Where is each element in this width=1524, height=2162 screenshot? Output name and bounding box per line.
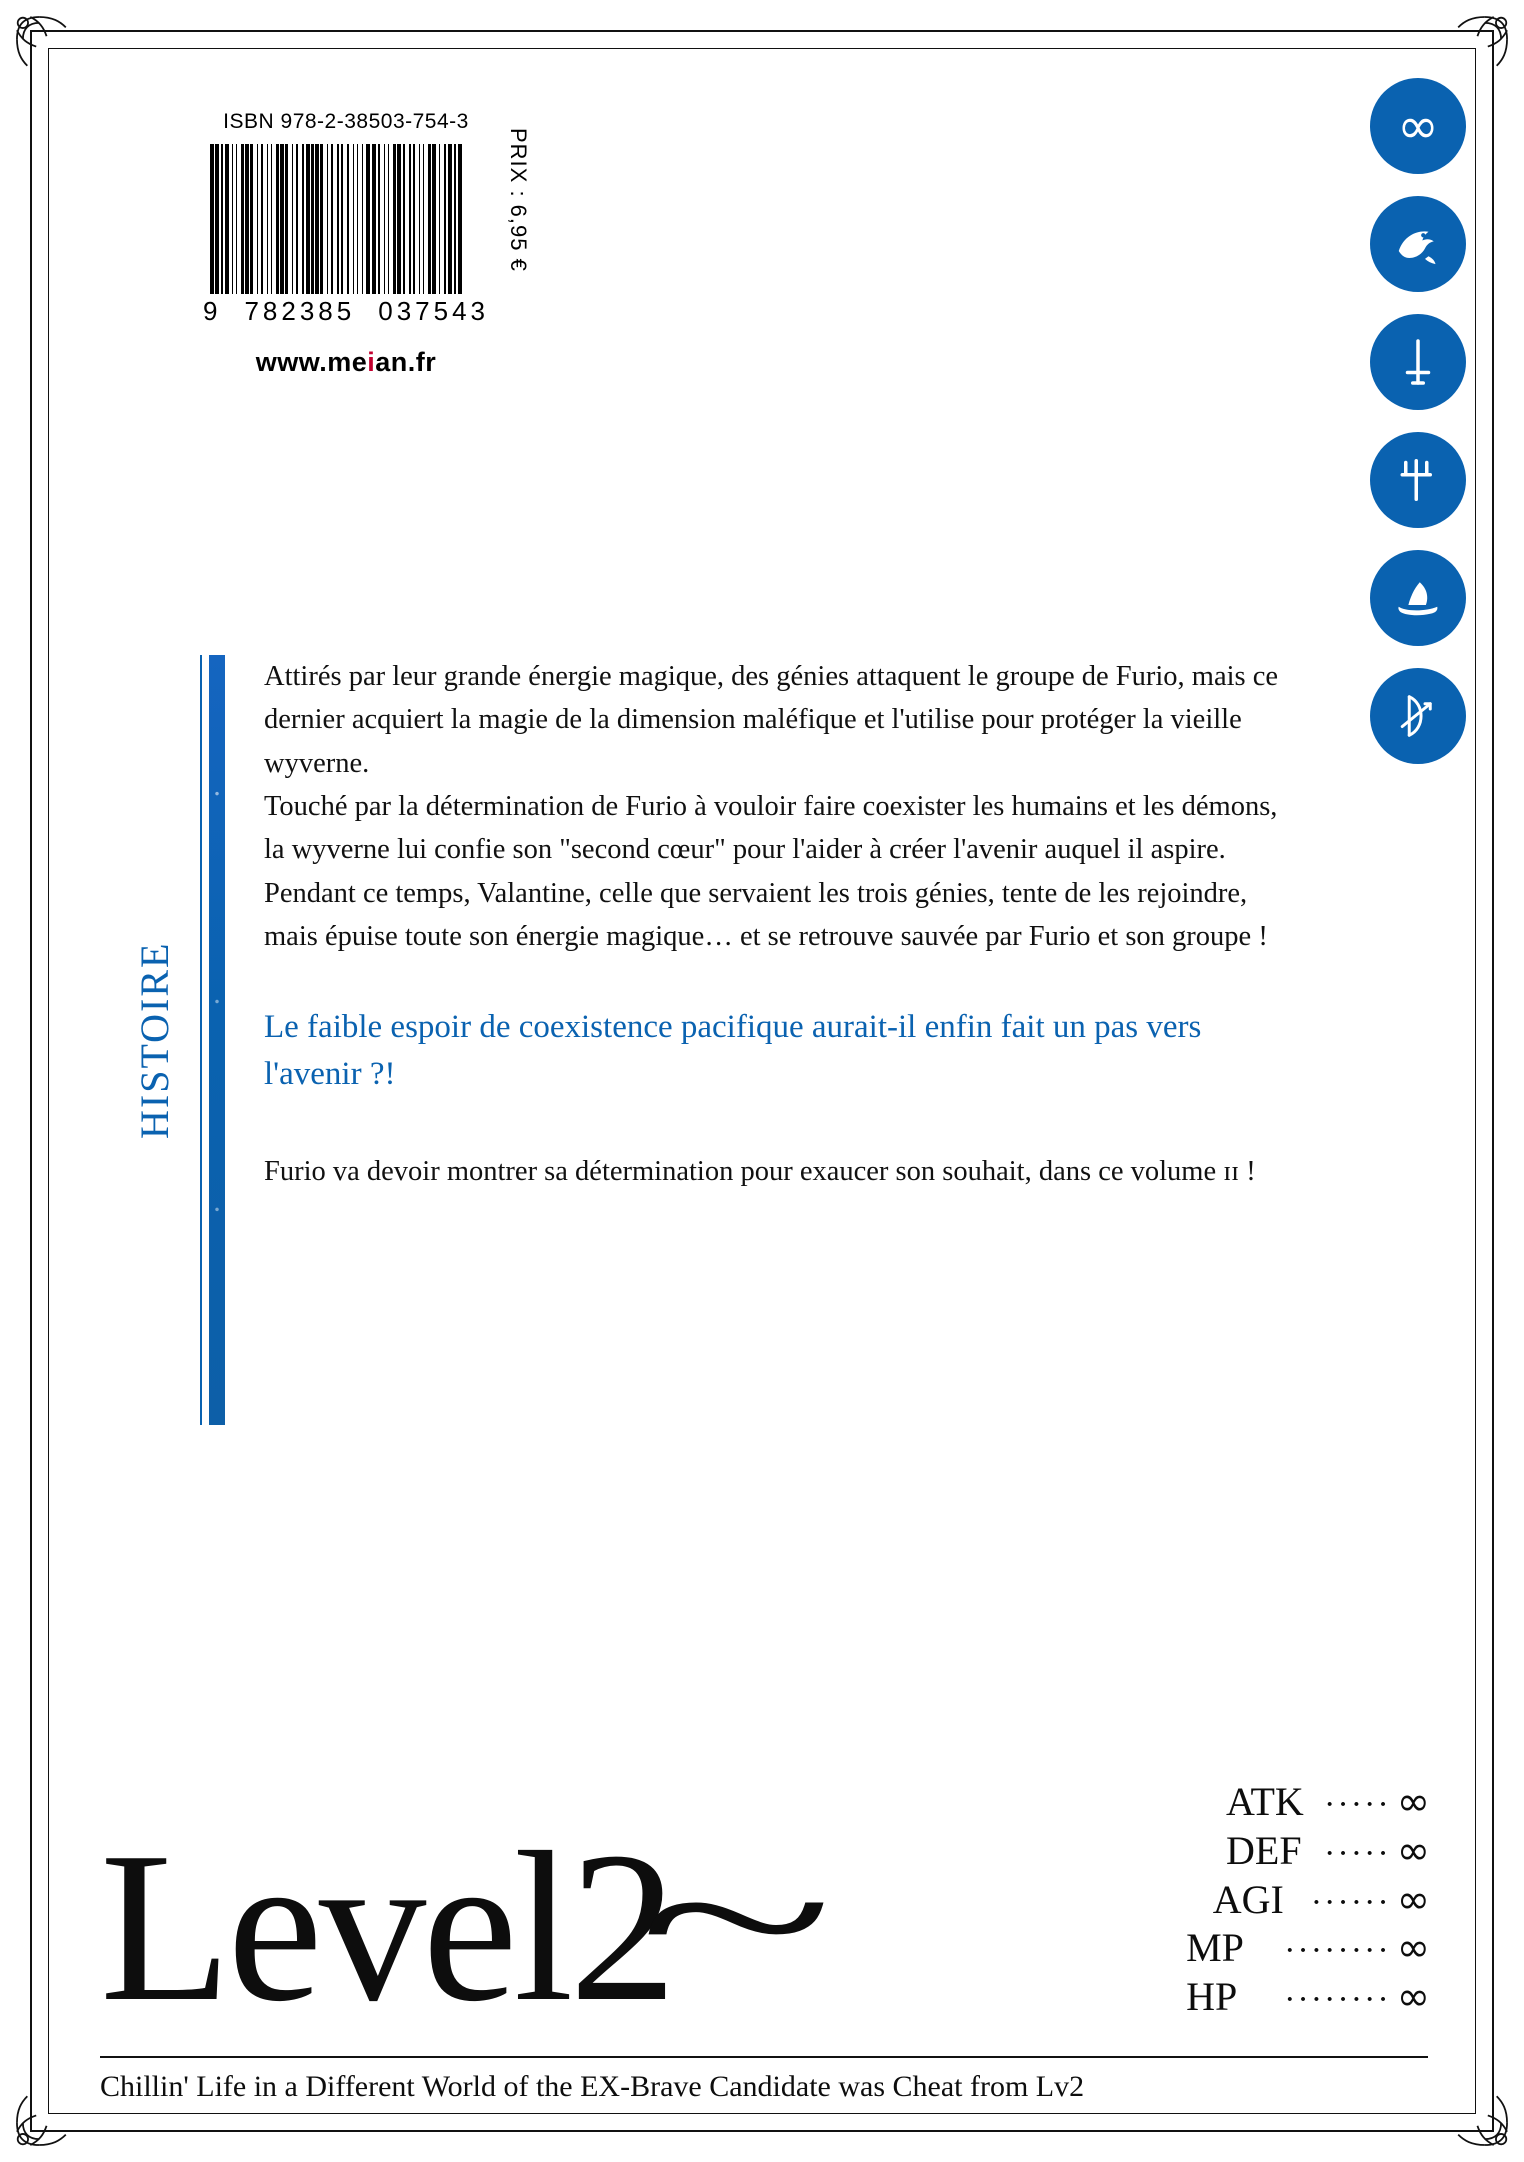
barcode-digit-group: 9 — [203, 296, 222, 326]
series-logo — [100, 1807, 827, 2047]
stat-key: MP — [1186, 1925, 1244, 1971]
story-section — [120, 655, 1280, 1425]
stat-row — [1186, 1876, 1430, 1925]
publisher-website[interactable]: www.meian.fr — [255, 347, 437, 377]
story-paragraph: Attirés par leur grande énergie magique, des génies attaquent le groupe de Furio, mais ce dernier acquiert la magie de la dimension maléfique et l'utilise pour protéger la vieille wyverne. — [264, 661, 1279, 779]
corner-ornament-icon — [1436, 2074, 1510, 2148]
stat-value: ∞ — [1396, 1974, 1430, 2021]
stat-key: ATK — [1226, 1779, 1304, 1825]
story-closing: Furio va devoir montrer sa détermination pour exaucer son souhait, dans ce volume ɪɪ ! — [264, 1155, 1256, 1187]
infinity-icon: ∞ — [1372, 80, 1464, 172]
story-highlight: Le faible espoir de coexistence pacifique aurait-il enfin fait un pas vers l'avenir ?! — [264, 1009, 1202, 1093]
stat-badge-column — [1370, 80, 1466, 762]
series-logo-area — [100, 1779, 1430, 2047]
story-paragraph: Touché par la détermination de Furio à vouloir faire coexister les humains et les démons, la wyverne lui confie son "second cœur" pour l'aider à créer l'avenir auquel il aspire. — [264, 790, 1278, 866]
stat-dots: ····· — [1324, 1786, 1391, 1824]
bow-icon — [1372, 670, 1464, 762]
series-logo-text: Level2 — [100, 1807, 673, 2047]
stat-row — [1186, 1827, 1430, 1876]
stat-value: ∞ — [1396, 1779, 1430, 1826]
corner-ornament-icon — [1436, 14, 1510, 88]
stats-list — [1186, 1778, 1430, 2022]
stat-dots: ········ — [1284, 1981, 1391, 2019]
stat-row — [1186, 1973, 1430, 2022]
story-paragraph: Pendant ce temps, Valantine, celle que servaient les trois génies, tente de les rejoindre, mais épuise toute son énergie magique… et se retrouve sauvée par Furio et son groupe ! — [264, 877, 1268, 952]
section-title-histoire: HISTOIRE — [132, 941, 177, 1139]
stat-key: AGI — [1212, 1876, 1284, 1922]
stat-dots: ····· — [1324, 1834, 1391, 1872]
decorative-blue-bar — [200, 655, 226, 1425]
story-text — [264, 655, 1280, 1425]
barcode-digit-group: 037543 — [378, 296, 489, 326]
price-label: PRIX : 6,95 € — [506, 128, 531, 272]
stat-dots: ······ — [1310, 1883, 1391, 1921]
stat-dots: ········ — [1284, 1932, 1391, 1970]
corner-ornament-icon — [14, 14, 88, 88]
sword-icon — [1372, 316, 1464, 408]
tagline-divider — [100, 2056, 1428, 2058]
stat-value: ∞ — [1396, 1925, 1430, 1972]
barcode-digit-group: 782385 — [244, 296, 356, 326]
pitchfork-icon — [1372, 434, 1464, 526]
barcode-image — [210, 144, 482, 294]
witch-hat-icon — [1372, 552, 1464, 644]
stat-row — [1186, 1924, 1430, 1973]
stat-key: HP — [1186, 1974, 1238, 2020]
series-tagline: Chillin' Life in a Different World of the EX-Brave Candidate was Cheat from Lv2 — [100, 2070, 1085, 2103]
barcode-digits — [203, 296, 489, 327]
isbn-number: ISBN 978-2-38503-754-3 — [223, 110, 469, 133]
isbn-barcode-block — [196, 110, 496, 378]
stat-value: ∞ — [1396, 1827, 1430, 1874]
stat-value: ∞ — [1396, 1876, 1430, 1923]
wyvern-icon — [1372, 198, 1464, 290]
corner-ornament-icon — [14, 2074, 88, 2148]
stat-row — [1186, 1778, 1430, 1827]
stat-key: DEF — [1226, 1827, 1302, 1873]
series-logo-tilde: ~ — [638, 1813, 827, 2024]
